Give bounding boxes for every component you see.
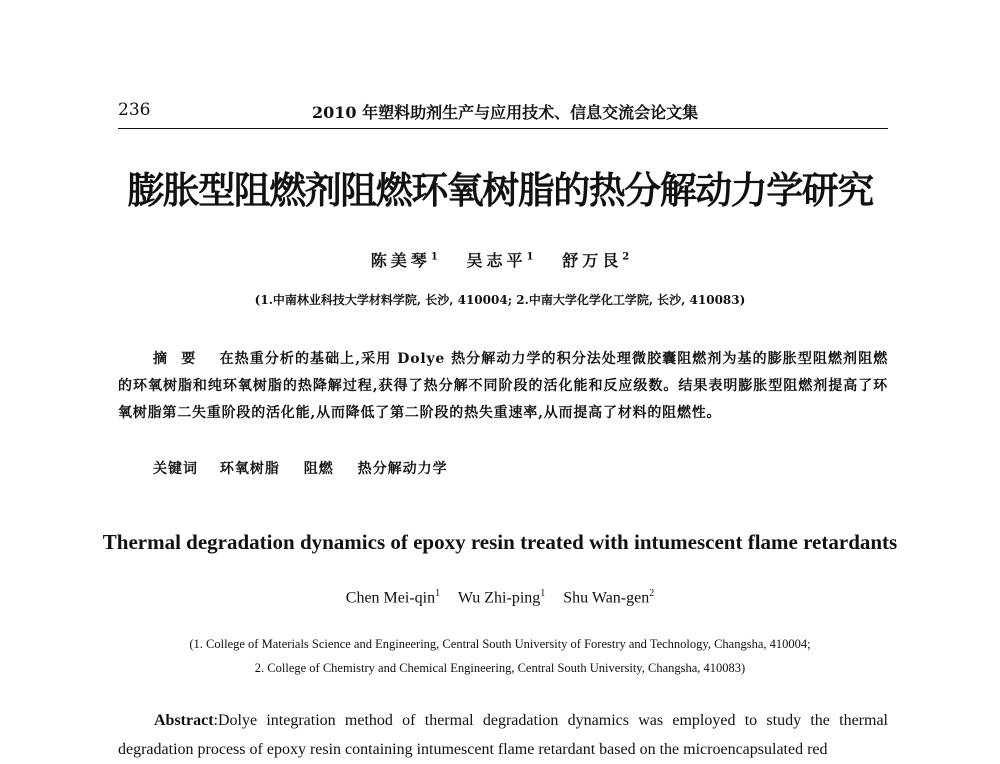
keywords-label: 关键词 xyxy=(153,461,198,477)
abstract-text-english: Dolye integration method of thermal degradation dynamics was employed to study the thermal degradation process of epoxy resin containing intumescent flame retardant based on the microencapsulated red xyxy=(118,712,888,758)
title-english: Thermal degradation dynamics of epoxy resin treated with intumescent flame retardants xyxy=(102,530,898,554)
abstract-label-chinese: 摘要 xyxy=(153,351,210,367)
author-affiliation-mark: 1 xyxy=(526,251,534,263)
abstract-text-chinese: 在热重分析的基础上,采用 Dolye 热分解动力学的积分法处理微胶囊阻燃剂为基的膨胀型阻燃剂阻燃的环氧树脂和纯环氧树脂的热降解过程,获得了热分解不同阶段的活化能和反应级数。结果表明膨胀型阻燃剂提高了环氧树脂第二失重阶段的活化能,从而降低了第二阶段的热失重速率,从而提高了材料的阻燃性。 xyxy=(118,351,889,421)
author-name: Shu Wan-gen xyxy=(563,589,650,607)
header-rule xyxy=(118,128,888,129)
affiliation-english xyxy=(0,632,1000,680)
authors-english xyxy=(0,588,1000,607)
author-affiliation-mark: 1 xyxy=(430,251,438,263)
author-affiliation-mark: 1 xyxy=(540,588,546,599)
title-chinese: 膨胀型阻燃剂阻燃环氧树脂的热分解动力学研究 xyxy=(127,168,873,212)
author-affiliation-mark: 2 xyxy=(649,588,655,599)
author-name: Chen Mei-qin xyxy=(345,589,436,607)
running-header: 2010 年塑料助剂生产与应用技术、信息交流会论文集 xyxy=(312,103,699,122)
abstract-english xyxy=(118,706,888,764)
authors-chinese xyxy=(0,248,1000,271)
keywords-chinese xyxy=(153,458,466,478)
author-name: Wu Zhi-ping xyxy=(457,589,541,607)
keyword: 环氧树脂 xyxy=(219,461,280,477)
author-affiliation-mark: 1 xyxy=(435,588,441,599)
affiliation-chinese: (1.中南林业科技大学材料学院, 长沙, 410004; 2.中南大学化学化工学院, 长沙, 410083) xyxy=(254,293,746,307)
author-name: 陈美琴 xyxy=(370,251,431,270)
affiliation-line: 2. College of Chemistry and Chemical Engineering, Central South University, Changsha, 410083) xyxy=(254,661,746,675)
abstract-chinese xyxy=(118,346,888,427)
keyword: 热分解动力学 xyxy=(357,461,448,477)
keyword: 阻燃 xyxy=(303,461,334,477)
author-name: 吴志平 xyxy=(466,251,527,270)
page-number: 236 xyxy=(118,100,151,120)
author-name: 舒万艮 xyxy=(562,251,623,270)
author-affiliation-mark: 2 xyxy=(622,251,630,263)
abstract-separator: : xyxy=(213,712,218,729)
affiliation-line: (1. College of Materials Science and Engineering, Central South University of Forestry and Technology, Changsha, 410004; xyxy=(189,637,811,651)
abstract-label-english: Abstract xyxy=(154,712,214,729)
